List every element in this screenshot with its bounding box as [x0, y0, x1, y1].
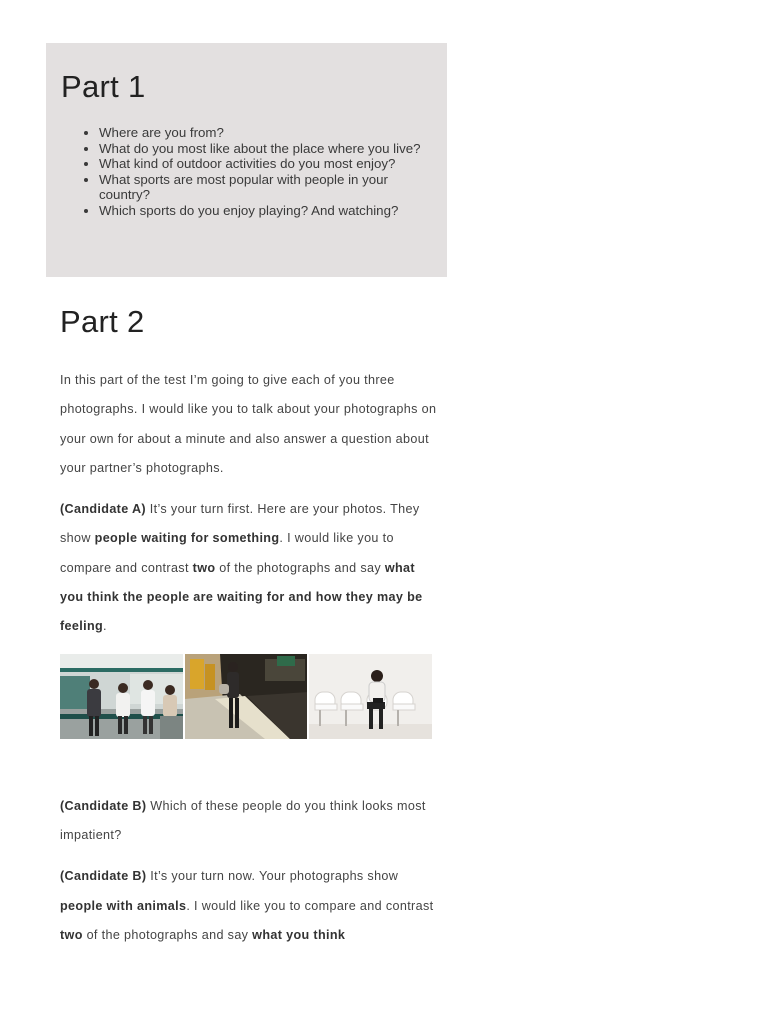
part2-title: Part 2 [60, 304, 145, 339]
list-item: • What do you most like about the place where you live? [99, 141, 433, 157]
text: It’s your turn first. Here are your photos. They show [60, 502, 420, 546]
text: It’s your turn now. Your photographs show [146, 869, 399, 884]
emphasis: two [60, 927, 83, 942]
candidate-b-label: (Candidate B) [60, 798, 147, 813]
candidate-a-label: (Candidate A) [60, 502, 146, 517]
part1-box [46, 43, 447, 277]
candidate-b-instructions [60, 862, 440, 950]
emphasis: two [192, 560, 216, 575]
list-item: • Which sports do you enjoy playing? And watching? [99, 203, 433, 219]
emphasis: people with animals [60, 898, 187, 913]
emphasis: what you think the people are waiting for and how they may be feeling [60, 560, 423, 634]
candidate-a-instructions [60, 495, 440, 641]
candidate-b-label: (Candidate B) [60, 869, 147, 884]
text: . I would like you to compare and contrast [186, 898, 434, 913]
part1-title: Part 1 [61, 69, 146, 104]
text: . I would like you to compare and contrast [60, 531, 394, 575]
waiting-room-photo [309, 654, 432, 739]
candidate-b-question [60, 792, 440, 851]
list-item: • What kind of outdoor activities do you most enjoy? [99, 156, 433, 172]
emphasis: what you think [252, 927, 346, 942]
text: of the photographs and say [215, 560, 385, 575]
text: of the photographs and say [82, 927, 253, 942]
list-item: • What sports are most popular with people in your country? [99, 172, 433, 203]
part2-section [60, 304, 440, 950]
emphasis: people waiting for something [94, 531, 280, 546]
bank-queue-photo [60, 654, 183, 739]
text: Which of these people do you think looks most impatient? [60, 798, 426, 842]
candidate-a-photos [60, 654, 432, 739]
part1-question-list [61, 125, 433, 218]
text: . [103, 619, 107, 634]
train-platform-photo [185, 654, 308, 739]
part2-intro: In this part of the test I’m going to give each of you three photographs. I would like you to talk about your photographs on your own for about a minute and also answer a question about your partner’s photographs. [60, 373, 437, 475]
list-item: • Where are you from? [99, 125, 433, 141]
